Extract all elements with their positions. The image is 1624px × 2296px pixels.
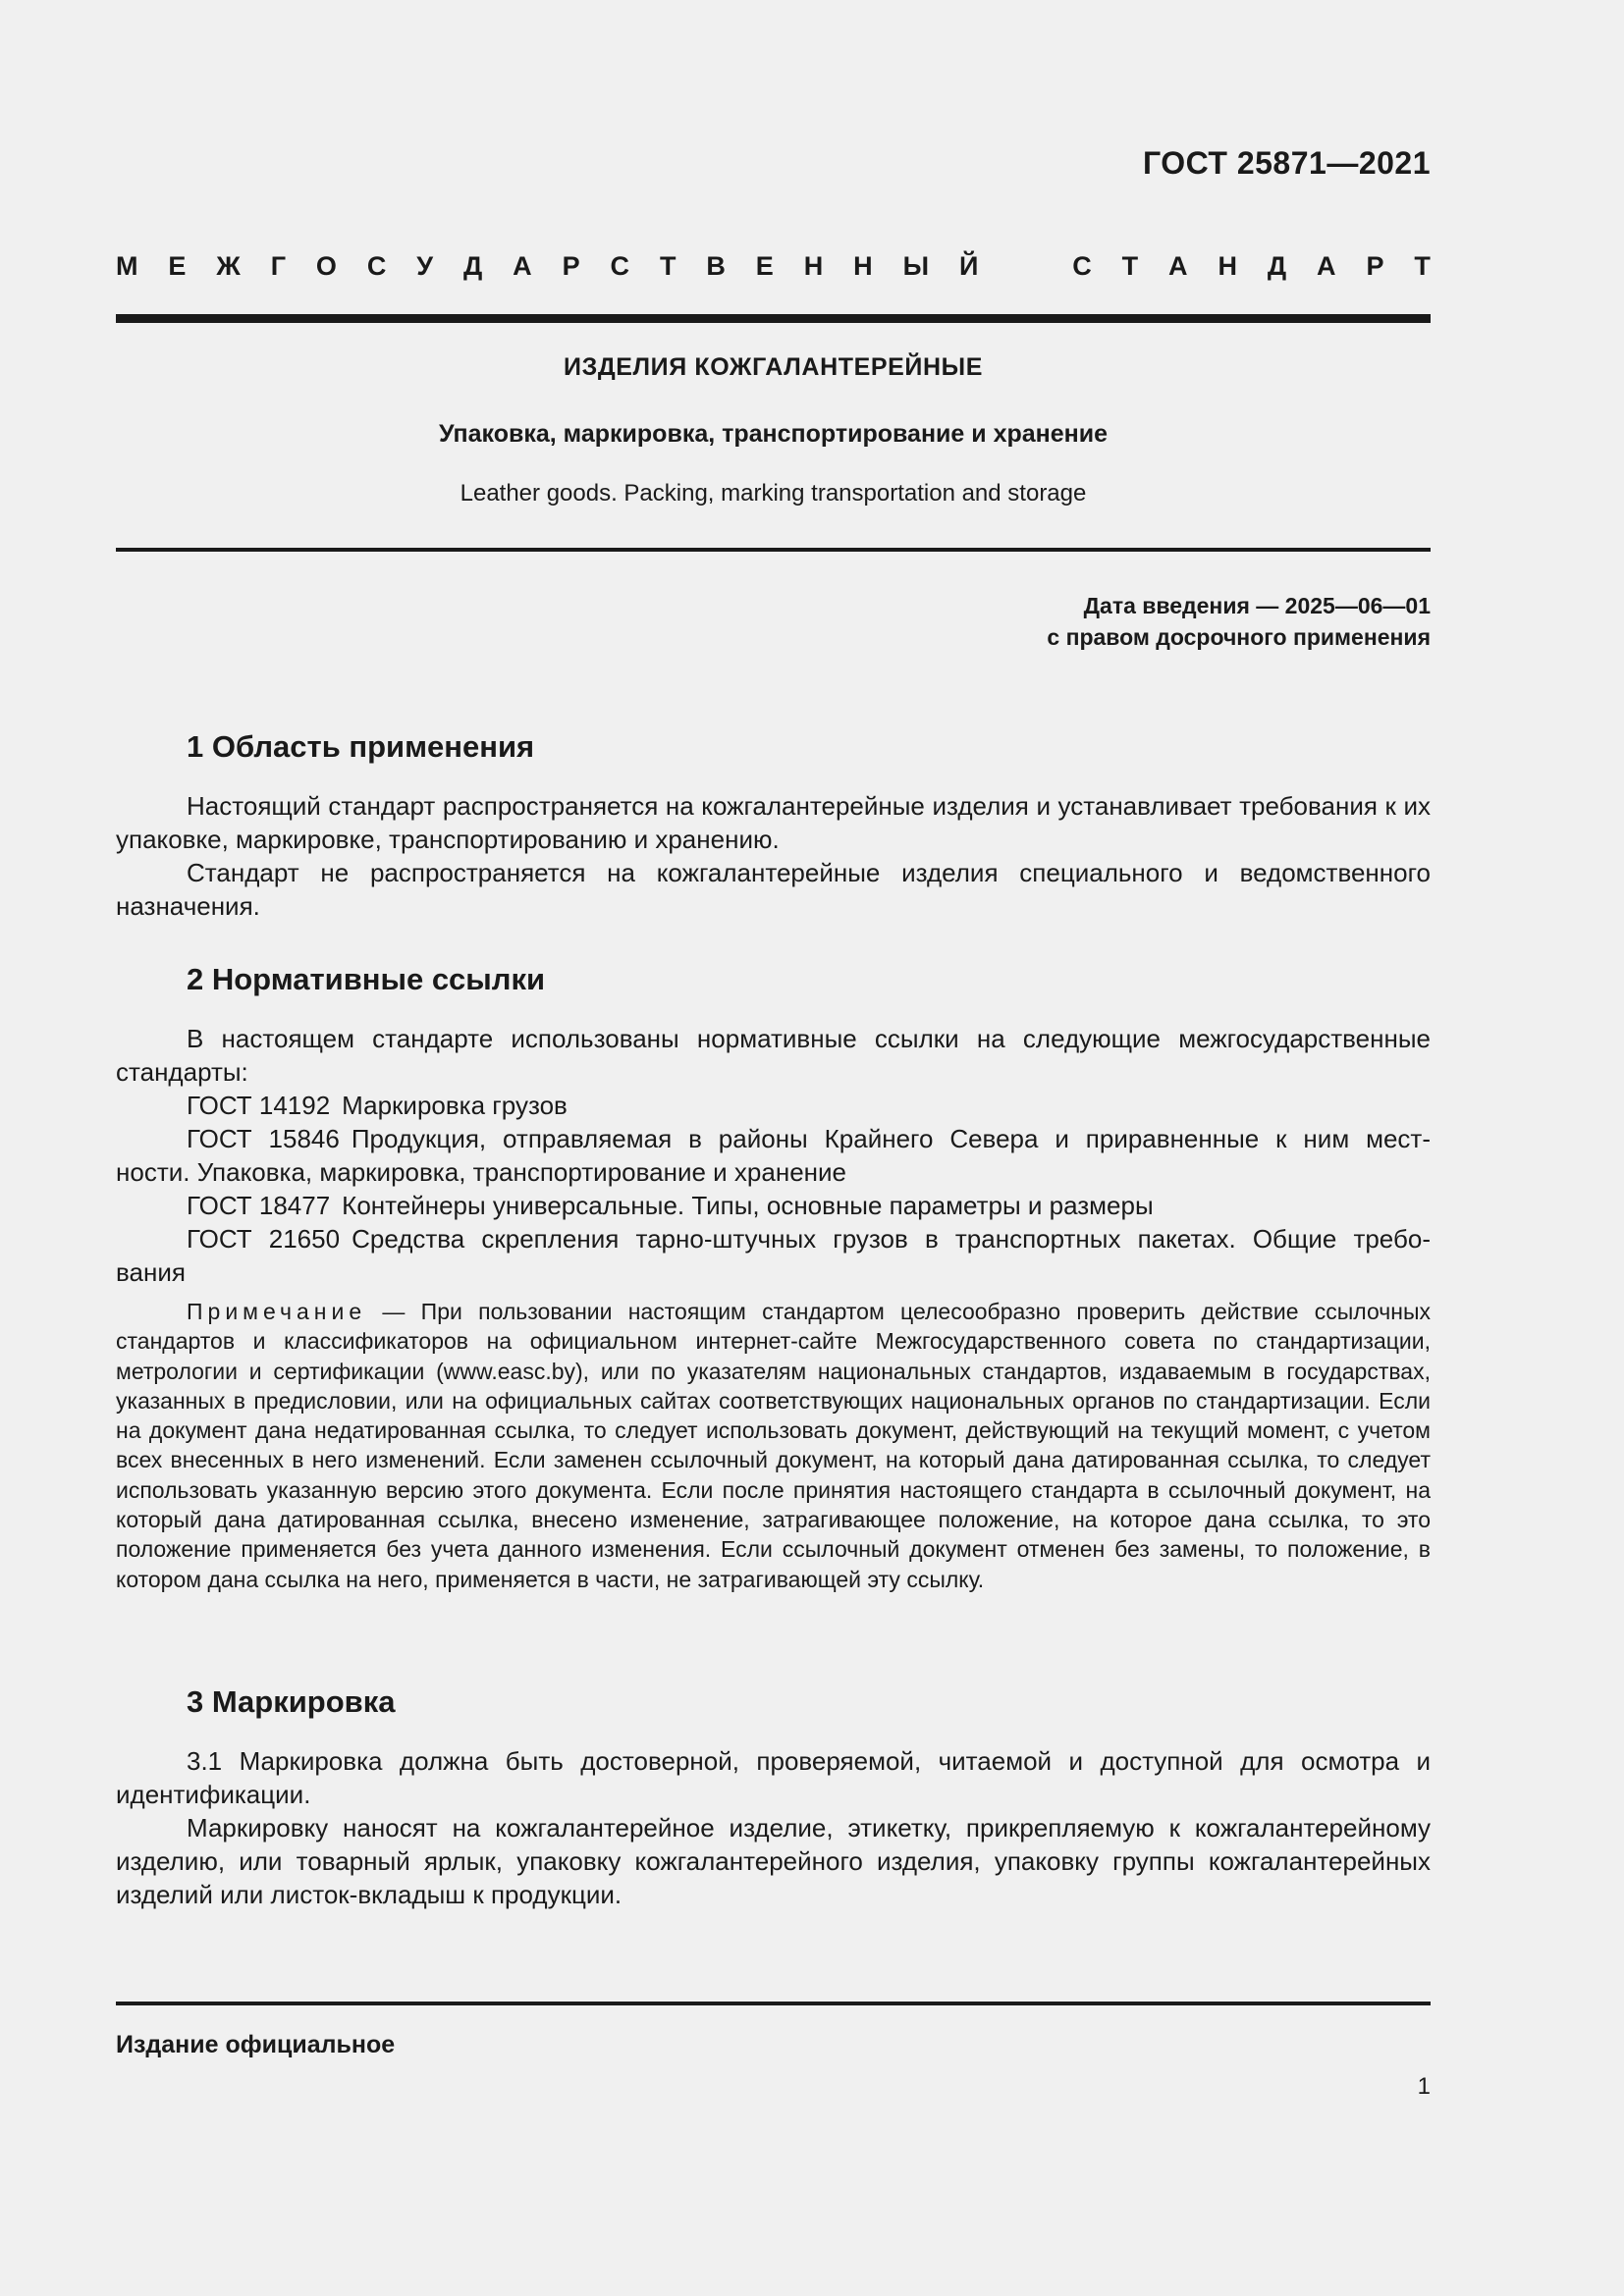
kind-letter: Р [1366, 251, 1384, 281]
introduction-date-line: Дата введения — 2025—06—01 [1083, 593, 1431, 618]
section-1-body [116, 789, 1431, 923]
title-main: ИЗДЕЛИЯ КОЖГАЛАНТЕРЕЙНЫЕ [564, 353, 983, 381]
word-gap [1008, 251, 1042, 282]
kind-letter: Н [803, 251, 824, 281]
early-application-line: с правом досрочного применения [1047, 624, 1431, 650]
section-3-heading: 3 Маркировка [187, 1684, 396, 1719]
reference-item [116, 1089, 1431, 1122]
reference-title-continued: вания [116, 1257, 186, 1287]
kind-letter: Р [562, 251, 580, 281]
introduction-date [1047, 590, 1431, 653]
kind-letter: О [315, 251, 337, 281]
kind-letter: В [706, 251, 726, 281]
reference-code: ГОСТ 14192 [187, 1091, 331, 1120]
reference-item [116, 1189, 1431, 1222]
kind-letter: Ж [216, 251, 241, 281]
kind-letter: С [366, 251, 387, 281]
paragraph: 3.1 Маркировка должна быть достоверной, проверяемой, читаемой и доступной для осмотра и идентификации. [116, 1746, 1431, 1809]
kind-letter: С [610, 251, 630, 281]
header-rule-thick [116, 314, 1431, 323]
reference-title: Контейнеры универсальные. Типы, основные параметры и размеры [342, 1191, 1154, 1220]
kind-letter: Н [1218, 251, 1237, 281]
kind-letter: А [1168, 251, 1188, 281]
section-2-heading: 2 Нормативные ссылки [187, 962, 546, 996]
title-english: Leather goods. Packing, marking transportation and storage [460, 480, 1087, 507]
reference-title: Маркировка грузов [342, 1091, 568, 1120]
paragraph: Настоящий стандарт распространяется на кожгалантерейные изделия и устанавливает требования к их упаковке, маркировке, транспортированию и хранению. [116, 791, 1431, 854]
paragraph: Стандарт не распространяется на кожгалантерейные изделия специального и ведомственного назначения. [116, 858, 1431, 921]
section-1-heading: 1 Область применения [187, 729, 535, 764]
kind-letter: М [116, 251, 138, 281]
title-subtitle: Упаковка, маркировка, транспортирование и хранение [438, 420, 1109, 448]
reference-item [116, 1222, 1431, 1255]
kind-letter: Д [1267, 251, 1287, 281]
kind-letter: У [416, 251, 434, 281]
edition-label: Издание официальное [116, 2031, 396, 2058]
reference-code: ГОСТ 21650 [187, 1224, 341, 1254]
reference-code: ГОСТ 15846 [187, 1124, 340, 1153]
note-text: — При пользовании настоящим стандартом целесообразно проверить действие ссылочных стандартов и классификаторов на официальном интернет-сайте Межгосударственного совета по стандартизации, метрологии и сертификации (www.easc.by), или по указателям национальных стандартов, издаваемым в государствах, указанных в предисловии, или на официальных сайтах соответствующих национальных органов по стандартизации. Если на документ дана недатированная ссылка, то следует использовать документ, действующий на текущий момент, с учетом всех внесенных в него изменений. Если заменен ссылочный документ, на который дана датированная ссылка, то следует использовать указанную версию этого документа. Если после принятия настоящего стандарта в ссылочный документ, на который дана датированная ссылка, внесено изменение, затрагивающее положение, на которое дана ссылка, то это положение применяется без учета данного изменения. Если ссылочный документ отменен без замены, то положение, в котором дана ссылка на него, применяется в части, не затрагивающей эту ссылку. [116, 1299, 1431, 1592]
section-2-body [116, 1022, 1431, 1289]
page-number: 1 [1417, 2073, 1431, 2100]
document-page [116, 0, 1431, 2296]
kind-letter: Г [270, 251, 286, 281]
paragraph: В настоящем стандарте использованы нормативные ссылки на следующие межгосударственные стандарты: [116, 1024, 1431, 1087]
kind-letter: А [1317, 251, 1336, 281]
reference-title: Средства скрепления тарно-штучных грузов в транспортных пакетах. Общие требо- [352, 1224, 1431, 1254]
standard-number: ГОСТ 25871—2021 [1142, 145, 1431, 181]
title-rule [116, 548, 1431, 552]
standard-kind [116, 251, 1431, 282]
paragraph: Маркировку наносят на кожгалантерейное изделие, этикетку, прикрепляемую к кожгалантерейному изделию, или товарный ярлык, упаковку кожгалантерейного изделия, упаковку группы кожгалантерейных изделий или листок-вкладыш к продукции. [116, 1813, 1431, 1909]
kind-letter: Е [168, 251, 187, 281]
kind-letter: Д [463, 251, 483, 281]
kind-letter: Т [659, 251, 677, 281]
kind-letter: Й [958, 251, 979, 281]
reference-item [116, 1122, 1431, 1155]
kind-letter: С [1072, 251, 1092, 281]
section-3-body [116, 1744, 1431, 1911]
kind-letter: Е [755, 251, 774, 281]
note-label: Примечание [187, 1299, 367, 1324]
reference-title: Продукция, отправляемая в районы Крайнего Севера и приравненные к ним мест- [351, 1124, 1431, 1153]
note [116, 1297, 1431, 1594]
kind-letter: Ы [902, 251, 930, 281]
kind-letter: Т [1121, 251, 1139, 281]
kind-letter: Н [853, 251, 873, 281]
reference-code: ГОСТ 18477 [187, 1191, 331, 1220]
kind-letter: А [513, 251, 532, 281]
reference-title-continued: ности. Упаковка, маркировка, транспортирование и хранение [116, 1157, 846, 1187]
footer-rule [116, 2002, 1431, 2005]
note-paragraph [116, 1297, 1431, 1594]
kind-letter: Т [1414, 251, 1431, 281]
